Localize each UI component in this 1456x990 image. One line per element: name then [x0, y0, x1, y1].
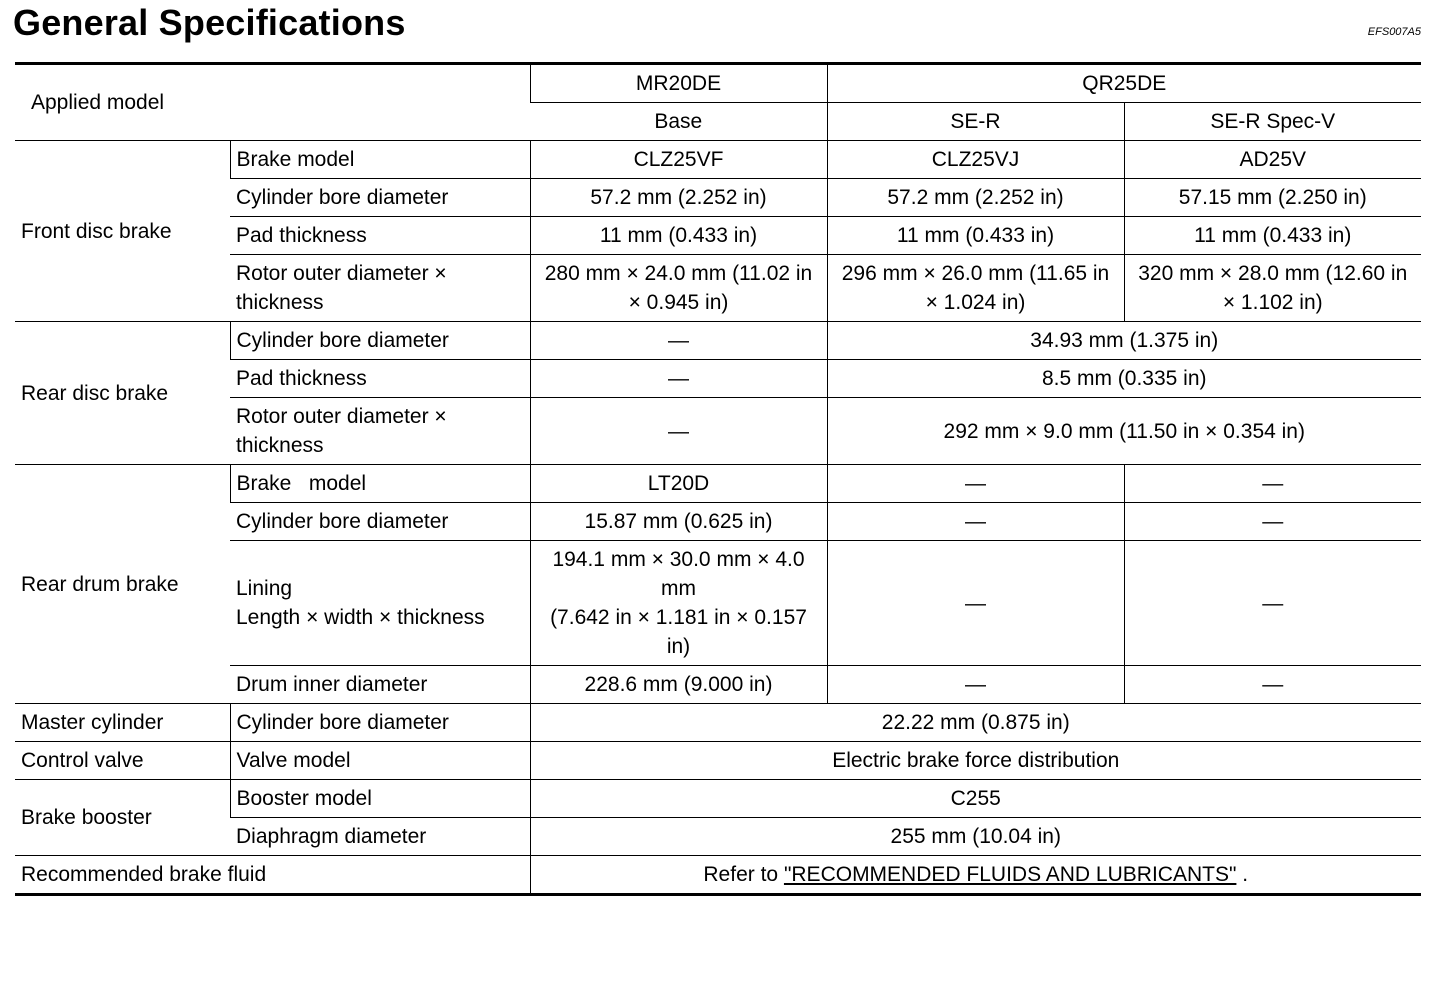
section-master-cylinder: Master cylinder — [15, 704, 230, 742]
table-row — [15, 780, 1421, 818]
section-brake-booster: Brake booster — [15, 780, 230, 856]
value-cell: 292 mm × 9.0 mm (11.50 in × 0.354 in) — [827, 398, 1421, 465]
section-recommended-brake-fluid: Recommended brake fluid — [15, 856, 530, 895]
table-header-row — [15, 64, 1421, 103]
value-cell: Electric brake force distribution — [530, 742, 1421, 780]
value-cell: — — [827, 666, 1124, 704]
value-cell: LT20D — [530, 465, 827, 503]
refer-to-text: Refer to — [703, 863, 779, 886]
value-cell: 11 mm (0.433 in) — [827, 217, 1124, 255]
value-cell: — — [827, 541, 1124, 666]
value-cell: 296 mm × 26.0 mm (11.65 in × 1.024 in) — [827, 255, 1124, 322]
item-label: Pad thickness — [230, 360, 530, 398]
period-text: . — [1242, 863, 1249, 886]
value-cell: 34.93 mm (1.375 in) — [827, 322, 1421, 360]
engine-mr20de: MR20DE — [530, 64, 827, 103]
table-row — [15, 465, 1421, 503]
item-label: Valve model — [230, 742, 530, 780]
section-front-disc-brake: Front disc brake — [15, 141, 230, 322]
value-cell: — — [1124, 541, 1421, 666]
item-label: Rotor outer diameter × thickness — [230, 398, 530, 465]
item-label: Cylinder bore diameter — [230, 503, 530, 541]
grade-base: Base — [530, 103, 827, 141]
item-label: Cylinder bore diameter — [230, 704, 530, 742]
table-row — [15, 742, 1421, 780]
value-cell: 15.87 mm (0.625 in) — [530, 503, 827, 541]
section-control-valve: Control valve — [15, 742, 230, 780]
item-label: Rotor outer diameter × thickness — [230, 255, 530, 322]
item-label: Brake model — [230, 465, 530, 503]
specifications-table — [15, 62, 1421, 896]
table-row — [15, 704, 1421, 742]
document-code: EFS007A5 — [1367, 26, 1421, 38]
item-label: Cylinder bore diameter — [230, 322, 530, 360]
value-cell — [530, 856, 1421, 895]
value-cell: — — [1124, 666, 1421, 704]
item-label: Diaphragm diameter — [230, 818, 530, 856]
applied-model-label: Applied model — [15, 64, 530, 141]
value-cell: 11 mm (0.433 in) — [1124, 217, 1421, 255]
value-cell: 11 mm (0.433 in) — [530, 217, 827, 255]
value-cell: — — [530, 360, 827, 398]
section-rear-disc-brake: Rear disc brake — [15, 322, 230, 465]
value-cell: CLZ25VJ — [827, 141, 1124, 179]
value-cell: 194.1 mm × 30.0 mm × 4.0 mm (7.642 in × 1.181 in × 0.157 in) — [530, 541, 827, 666]
engine-qr25de: QR25DE — [827, 64, 1421, 103]
grade-se-r-spec-v: SE-R Spec-V — [1124, 103, 1421, 141]
value-cell: — — [1124, 503, 1421, 541]
item-label: Brake model — [230, 141, 530, 179]
value-cell: C255 — [530, 780, 1421, 818]
value-cell: 8.5 mm (0.335 in) — [827, 360, 1421, 398]
table-row — [15, 856, 1421, 895]
item-label: Cylinder bore diameter — [230, 179, 530, 217]
value-cell: 228.6 mm (9.000 in) — [530, 666, 827, 704]
value-cell: 57.2 mm (2.252 in) — [530, 179, 827, 217]
grade-se-r: SE-R — [827, 103, 1124, 141]
section-rear-drum-brake: Rear drum brake — [15, 465, 230, 704]
value-cell: 255 mm (10.04 in) — [530, 818, 1421, 856]
value-cell: CLZ25VF — [530, 141, 827, 179]
table-row — [15, 141, 1421, 179]
item-label: Pad thickness — [230, 217, 530, 255]
value-cell: — — [827, 465, 1124, 503]
page-title: General Specifications — [13, 2, 406, 43]
value-cell: 57.15 mm (2.250 in) — [1124, 179, 1421, 217]
item-label: Lining Length × width × thickness — [230, 541, 530, 666]
value-cell: — — [1124, 465, 1421, 503]
value-cell: — — [827, 503, 1124, 541]
item-label: Booster model — [230, 780, 530, 818]
value-cell: 280 mm × 24.0 mm (11.02 in × 0.945 in) — [530, 255, 827, 322]
table-row — [15, 322, 1421, 360]
value-cell: 320 mm × 28.0 mm (12.60 in × 1.102 in) — [1124, 255, 1421, 322]
recommended-fluids-link[interactable]: "RECOMMENDED FLUIDS AND LUBRICANTS" — [783, 863, 1237, 886]
value-cell: 57.2 mm (2.252 in) — [827, 179, 1124, 217]
value-cell: — — [530, 322, 827, 360]
item-label: Drum inner diameter — [230, 666, 530, 704]
value-cell: 22.22 mm (0.875 in) — [530, 704, 1421, 742]
value-cell: AD25V — [1124, 141, 1421, 179]
value-cell: — — [530, 398, 827, 465]
